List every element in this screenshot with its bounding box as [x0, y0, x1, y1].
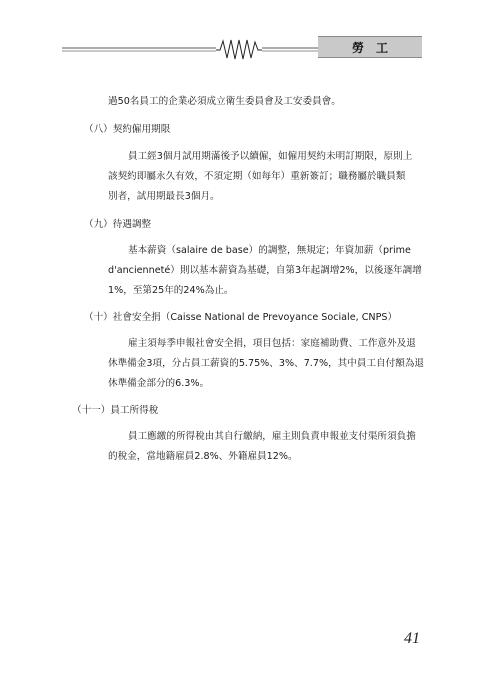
- body-line: 的稅金，當地籍雇員2.8%、外籍雇員12%。: [108, 451, 298, 462]
- body-line: 1%，至第25年的24%為止。: [108, 285, 234, 296]
- section-heading-9: （九）待遇調整: [84, 219, 152, 230]
- body-line: 基本薪資（salaire de base）的調整，無規定；年資加薪（prime: [128, 245, 411, 256]
- body-line: 休準備金3項，分占員工薪資的5.75%、3%、7.7%，其中員工自付額為退: [108, 358, 425, 369]
- body-line: 過50名員工的企業必須成立衛生委員會及工安委員會。: [108, 96, 341, 107]
- section-heading-11: （十一）員工所得稅: [72, 405, 159, 416]
- header-section-tab: 勞工: [318, 36, 422, 58]
- section-heading-10: （十）社會安全捐（Caisse National de Prevoyance Sociale, CNPS）: [84, 312, 398, 323]
- body-line: 員工應繳的所得稅由其自行繳納，雇主則負責申報並支付渠所須負擔: [128, 431, 416, 442]
- body-line: 員工經3個月試用期滿後予以續僱，如僱用契約未明訂期限，原則上: [128, 151, 413, 162]
- body-line: 休準備金部分的6.3%。: [108, 378, 210, 389]
- body-line: d'ancienneté）則以基本薪資為基礎，自第3年起調增2%，以後逐年調增: [108, 265, 422, 276]
- body-line: 雇主須每季申報社會安全捐，項目包括：家庭補助費、工作意外及退: [128, 338, 416, 349]
- body-line: 該契約即屬永久有效，不須定期（如每年）重新簽訂；職務屬於職員類: [108, 171, 406, 182]
- page-number: 41: [404, 630, 420, 647]
- body-line: 別者，試用期最長3個月。: [108, 191, 220, 202]
- section-heading-8: （八）契約僱用期限: [84, 124, 171, 135]
